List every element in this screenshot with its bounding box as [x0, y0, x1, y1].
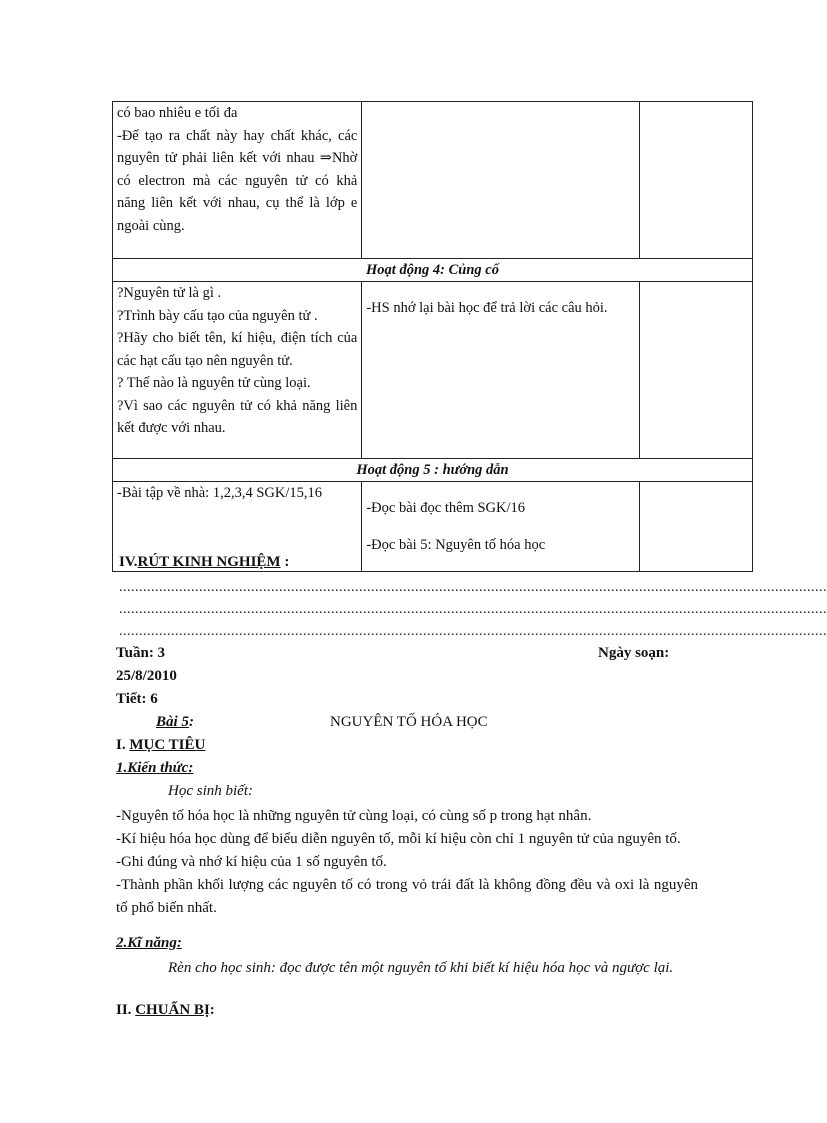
- cell-line: -Đọc bài đọc thêm SGK/16: [366, 499, 526, 516]
- dotted-line: .................................................................................................................................................................................: [119, 580, 827, 595]
- list-item: -Kí hiệu hóa học dùng để biểu diễn nguyên tố, mỗi kí hiệu còn chỉ 1 nguyên tử của nguyên tố.: [116, 831, 681, 847]
- week-label: Tuần: 3: [116, 645, 166, 661]
- table-row: [113, 102, 753, 259]
- student-activity-cell: [362, 482, 639, 572]
- section-4-heading: [119, 554, 289, 571]
- table-row: [113, 459, 753, 482]
- period-label: Tiết: 6: [116, 691, 158, 707]
- cell-line: ?Nguyên tử là gì .: [117, 285, 222, 301]
- cell-line: ?Vì sao các nguyên tử có khả năng liên kết được với nhau.: [117, 397, 358, 436]
- student-activity-cell: [362, 282, 639, 459]
- activity-4-header: Hoạt động 4: Củng cố: [113, 259, 753, 282]
- student-activity-cell: [362, 102, 639, 259]
- lesson-label: [156, 714, 194, 731]
- skills-text: Rèn cho học sinh: đọc được tên một nguyên tố khi biết kí hiệu hóa học và ngược lại.: [168, 960, 674, 976]
- section-suffix: :: [280, 554, 290, 570]
- preparation-heading: [116, 1002, 215, 1019]
- section-title: RÚT KINH NGHIỆM: [137, 554, 281, 570]
- heading-suffix: :: [209, 1002, 215, 1018]
- dotted-line: .................................................................................................................................................................................: [119, 624, 827, 639]
- teacher-activity-cell: -Bài tập về nhà: 1,2,3,4 SGK/15,16: [113, 482, 362, 572]
- skills-heading: 2.Kĩ năng:: [116, 935, 182, 951]
- date-value: 25/8/2010: [116, 668, 177, 684]
- table-row: [113, 282, 753, 459]
- list-item: -Thành phần khối lượng các nguyên tố có trong vỏ trái đất là không đồng đều và oxi là nguyên tố phổ biến nhất.: [116, 877, 698, 916]
- lesson-title: NGUYÊN TỐ HÓA HỌC: [330, 714, 488, 730]
- cell-line: -Để tạo ra chất này hay chất khác, các nguyên tử phải liên kết với nhau ⇒Nhờ có electron mà các nguyên tử có khả năng liên kết với nhau, cụ thể là lớp e ngoài cùng.: [117, 127, 358, 234]
- heading-number: I.: [116, 737, 130, 753]
- teacher-activity-cell: [113, 282, 362, 459]
- heading-text: MỤC TIÊU: [129, 737, 206, 753]
- students-know: Học sinh biết:: [168, 783, 253, 799]
- section-number: IV.: [119, 554, 138, 570]
- notes-cell: [639, 102, 752, 259]
- cell-line: ?Trình bày cấu tạo của nguyên tử .: [117, 307, 318, 324]
- cell-line: -Đọc bài 5: Nguyên tố hóa học: [366, 536, 546, 553]
- knowledge-list: [116, 805, 698, 920]
- lesson-number: Bài 5: [156, 714, 189, 730]
- lesson-colon: :: [188, 714, 194, 730]
- table-row: [113, 259, 753, 282]
- objectives-heading: [116, 737, 205, 754]
- date-label: Ngày soạn:: [598, 645, 670, 661]
- cell-line: có bao nhiêu e tối đa: [117, 105, 238, 121]
- list-item: -Ghi đúng và nhớ kí hiệu của 1 số nguyên tố.: [116, 854, 387, 870]
- dotted-line: .................................................................................................................................................................................: [119, 602, 827, 617]
- cell-line: ? Thế nào là nguyên tử cùng loại.: [117, 375, 311, 391]
- lesson-plan-table: [112, 101, 753, 572]
- notes-cell: [639, 282, 752, 459]
- knowledge-heading: 1.Kiến thức:: [116, 760, 194, 776]
- cell-line: -HS nhớ lại bài học để trả lời các câu hỏi.: [366, 299, 608, 316]
- cell-line: ?Hãy cho biết tên, kí hiệu, điện tích của các hạt cấu tạo nên nguyên tử.: [117, 330, 358, 369]
- list-item: -Nguyên tố hóa học là những nguyên tử cùng loại, có cùng số p trong hạt nhân.: [116, 808, 592, 824]
- activity-5-header: Hoạt động 5 : hướng dẫn: [113, 459, 753, 482]
- heading-text: CHUẨN BỊ: [135, 1002, 210, 1018]
- heading-number: II.: [116, 1002, 136, 1018]
- teacher-activity-cell: [113, 102, 362, 259]
- notes-cell: [639, 482, 752, 572]
